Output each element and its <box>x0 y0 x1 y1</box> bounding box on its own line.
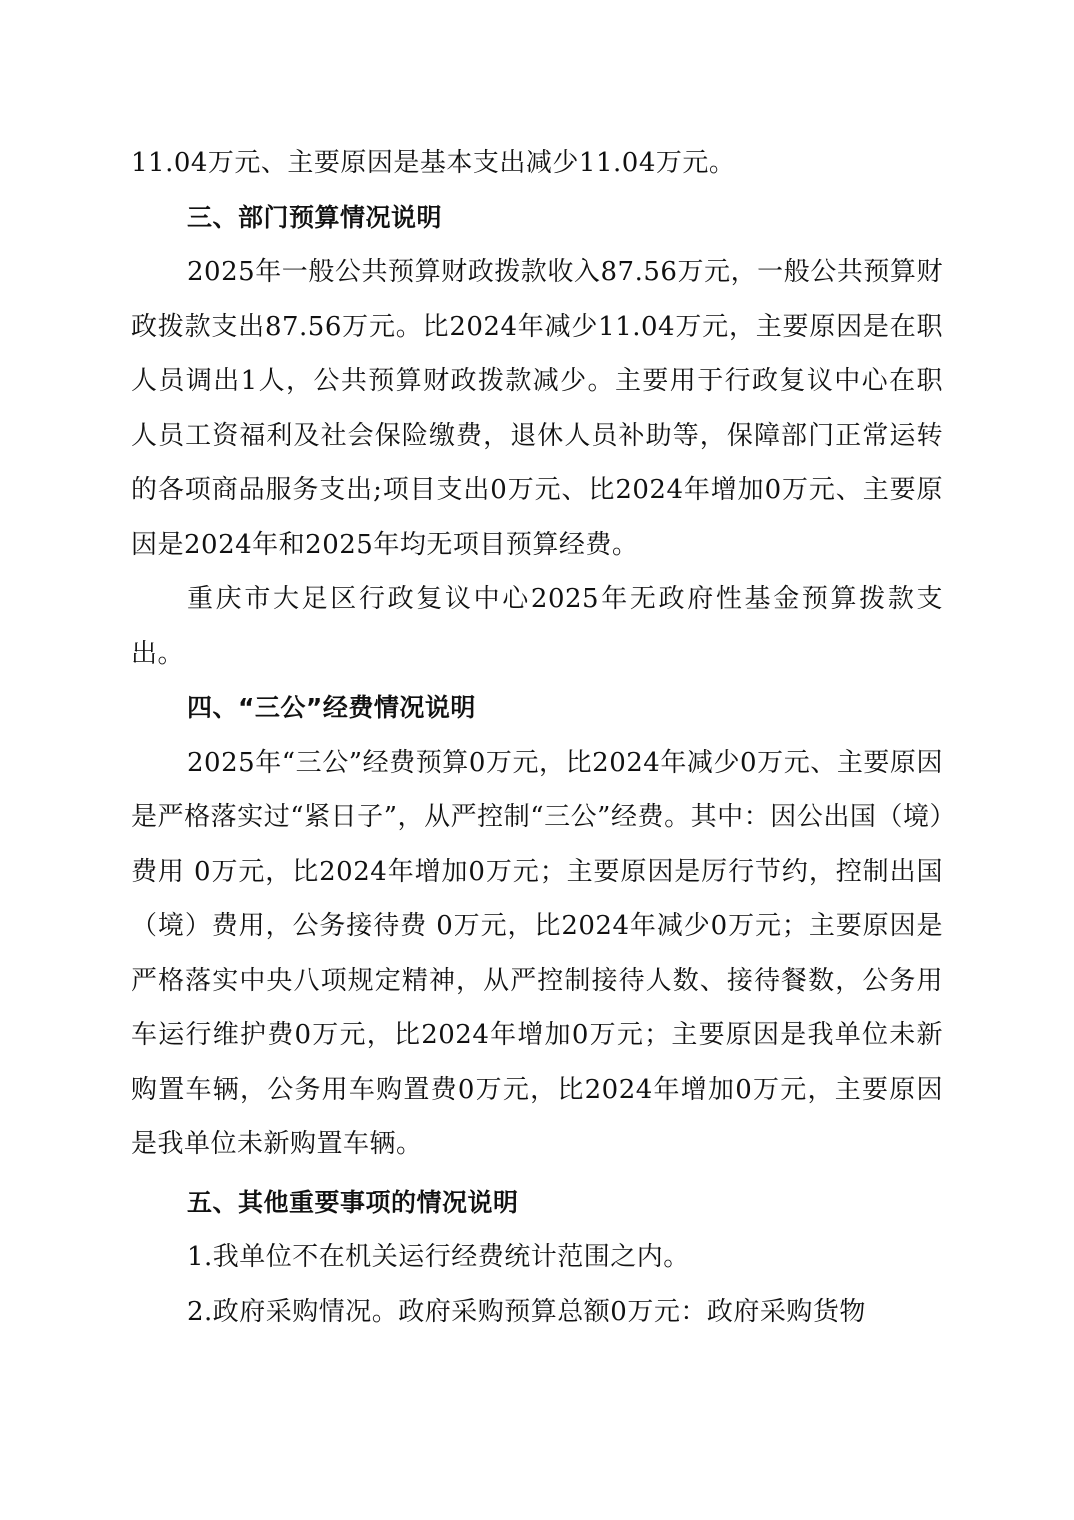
paragraph-budget-allocation: 2025年一般公共预算财政拨款收入87.56万元，一般公共预算财政拨款支出87.56万元。比2024年减少11.04万元，主要原因是在职人员调出1人，公共预算财政拨款减少。主要用于行政复议中心在职人员工资福利及社会保险缴费，退休人员补助等，保障部门正常运转的各项商品服务支出;项目支出0万元、比2024年增加0万元、主要原因是2024年和2025年均无项目预算经费。 <box>131 257 943 560</box>
paragraph-item-1: 1.我单位不在机关运行经费统计范围之内。 <box>187 1242 690 1272</box>
section-heading-3: 三、部门预算情况说明 <box>187 202 443 232</box>
paragraph-three-public-expenses: 2025年“三公”经费预算0万元，比2024年减少0万元、主要原因是严格落实过“紧日子”，从严控制“三公”经费。其中：因公出国（境）费用 0万元，比2024年增加0万元；主要原因是厉行节约，控制出国（境）费用，公务接待费 0万元，比2024年减少0万元；主要原因是严格落实中央八项规定精神，从严控制接待人数、接待餐数，公务用车运行维护费0万元，比2024年增加0万元；主要原因是我单位未新购置车辆，公务用车购置费0万元，比2024年增加0万元，主要原因是我单位未新购置车辆。 <box>131 747 943 1159</box>
paragraph-continued: 11.04万元、主要原因是基本支出减少11.04万元。 <box>131 148 736 178</box>
section-heading-5: 五、其他重要事项的情况说明 <box>187 1187 519 1217</box>
document-page <box>131 136 943 1339</box>
paragraph-item-2: 2.政府采购情况。政府采购预算总额0万元：政府采购货物 <box>187 1296 866 1327</box>
section-heading-4: 四、“三公”经费情况说明 <box>187 693 476 722</box>
paragraph-fund-budget: 重庆市大足区行政复议中心2025年无政府性基金预算拨款支出。 <box>131 584 943 669</box>
